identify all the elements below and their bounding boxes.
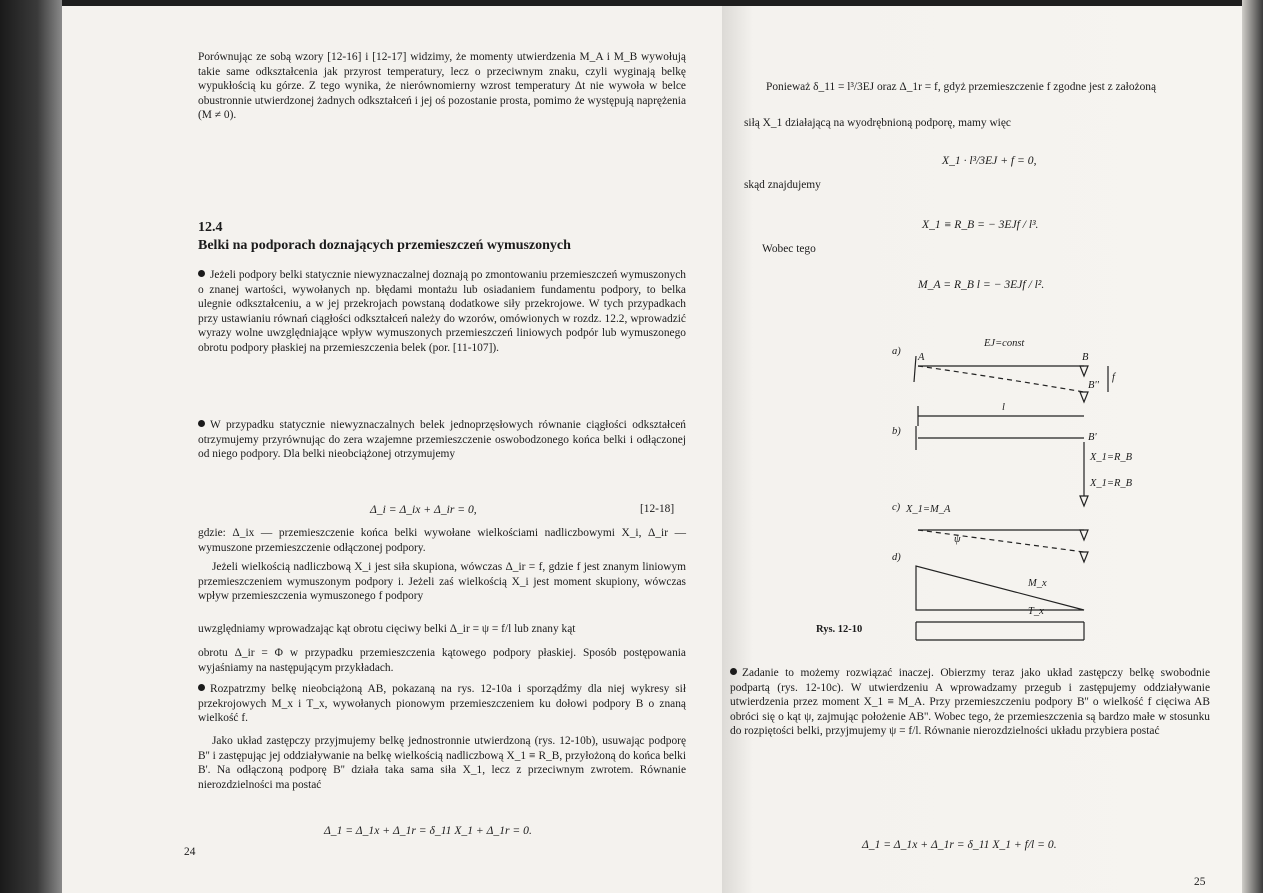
paragraph-4b: uwzględniamy wprowadzając kąt obrotu cięciwy belki Δ_ir = ψ = f/l lub znany kąt	[198, 623, 576, 635]
equation-r3: M_A = R_B l = − 3EJf / l².	[918, 278, 1045, 291]
bullet-icon	[198, 420, 205, 427]
left-page	[62, 6, 722, 893]
equation-bottom-left: Δ_1 = Δ_1x + Δ_1r = δ_11 X_1 + Δ_1r = 0.	[324, 824, 532, 837]
equation-r2: X_1 ≡ R_B = − 3EJf / l³.	[922, 218, 1039, 231]
support-b	[1080, 366, 1088, 376]
label-x1rb-2: X_1=R_B	[1090, 478, 1133, 489]
equation-number: [12-18]	[640, 503, 675, 515]
right-line-2: siłą X_1 działającą na wyodrębnioną podporę, mamy więc	[744, 117, 1011, 129]
label-f: f	[1112, 372, 1115, 383]
right-page	[722, 6, 1242, 893]
scanner-edge	[0, 0, 62, 893]
label-x1rb-1: X_1=R_B	[1090, 452, 1133, 463]
page-number-right: 25	[1194, 876, 1206, 888]
wall-a	[914, 356, 916, 382]
label-B1: B'	[1088, 432, 1097, 443]
right-edge-shadow	[1242, 0, 1263, 893]
label-x1ma: X_1=M_A	[906, 504, 951, 515]
page-number-left: 24	[184, 846, 196, 858]
equation-bottom-right: Δ_1 = Δ_1x + Δ_1r = δ_11 X_1 + f/l = 0.	[862, 838, 1057, 851]
intro-paragraph: Porównując ze sobą wzory [12-16] i [12-17] widzimy, że momenty utwierdzenia M_A i M_B wywołują takie same odkształcenia jak przyrost temperatury, lecz o przeciwnym znaku, czyli wyginają belkę wypukłością ku górze. Z tego wynika, że nierównomierny wzrost temperatury Δt nie wywoła w belce obustronnie utwierdzonej żadnych odkształceń i jej oś pozostanie prosta, pomimo że występują naprężenia (M ≠ 0).	[198, 51, 686, 122]
label-l: l	[1002, 402, 1005, 413]
figure-caption: Rys. 12-10	[816, 624, 863, 635]
label-B: B	[1082, 352, 1089, 363]
equation-12-18: Δ_i = Δ_ix + Δ_ir = 0,	[370, 503, 477, 516]
support-b3	[1080, 496, 1088, 506]
beam-diagrams	[722, 6, 1242, 646]
right-line-1: Ponieważ δ_11 = l³/3EJ oraz Δ_1r = f, gdyż przemieszczenie f zgodne jest z założoną	[766, 81, 1157, 93]
label-A: A	[918, 352, 925, 363]
label-b: b)	[892, 426, 901, 437]
moment-diagram	[916, 566, 1084, 610]
paragraph-4a: Jeżeli wielkością nadliczbową X_i jest siła skupiona, wówczas Δ_ir = f, gdzie f jest znanym liniowym przemieszczeniem wymuszonym podpory i. Jeżeli zaś wielkością X_i jest moment skupiony, wówczas wpływ przemieszczenia wymuszonego f podpory	[198, 561, 686, 603]
paragraph-6: Jako układ zastępczy przyjmujemy belkę jednostronnie utwierdzoną (rys. 12-10b), usuwając podporę B'' i zastępując jej oddziaływanie na belkę wielkością nadliczbową X_1 ≡ R_B, przyłożoną do końca belki B'. Na odłączoną podporę B'' działa taka sama siła X_1, lecz z przeciwnym zwrotem. Równanie nierozdzielności ma postać	[198, 735, 686, 791]
paragraph-2: W przypadku statycznie niewyznaczalnych belek jednoprzęsłowych równanie ciągłości odkształceń otrzymujemy przyrównując do zera wzajemne przemieszczenie oswobodzonego końca belki i odłączonej od niego podpory. Dla belki nieobciążonej otrzymujemy	[198, 419, 686, 461]
deflected-a	[918, 366, 1084, 392]
label-a: a)	[892, 346, 901, 357]
section-number: 12.4	[198, 220, 223, 235]
label-tx: T_x	[1028, 606, 1044, 617]
section-title: Belki na podporach doznających przemieszczeń wymuszonych	[198, 238, 571, 253]
ej-const: EJ=const	[984, 338, 1025, 349]
paragraph-5: Rozpatrzmy belkę nieobciążoną AB, pokazaną na rys. 12-10a i sporządźmy dla niej wykresy sił przekrojowych M_x i T_x, wywołanych pionowym przemieszczeniem ku dołowi podpory B o znaną wielkość f.	[198, 683, 686, 725]
right-line-4: Wobec tego	[762, 243, 816, 255]
paragraph-1: Jeżeli podpory belki statycznie niewyznaczalnej doznają po zmontowaniu przemieszczeń wymuszonych o znanej wartości, wywołanych np. błędami montażu lub osiadaniem fundamentu podpory, to belka ulegnie odkształceniu, a w jej przekrojach powstaną dodatkowe siły przekrojowe. W tych przypadkach przy ustawianiu równań ciągłości odkształceń należy do wzorów, omówionych w rozdz. 12.2, wprowadzić wyrazy wolne uwzględniające wpływ wymuszonych przemieszczeń liniowych podpór lub wymuszonego obrotu podpory płaskiej na przemieszczenia belek (por. [11-107]).	[198, 269, 686, 354]
label-d: d)	[892, 552, 901, 563]
right-paragraph-1: Zadanie to możemy rozwiązać inaczej. Obierzmy teraz jako układ zastępczy belkę swobodnie podpartą (rys. 12-10c). W utwierdzeniu A wprowadzamy przegub i zastępujemy oddziaływanie utwierdzenia przez moment X_1 ≡ M_A. Przy przemieszczeniu podpory B'' o wielkość f cięciwa AB obróci się o kąt ψ, zajmując położenie AB''. Wobec tego, że przemieszczenia są bardzo małe w stosunku do rozpiętości belki, przyjmujemy ψ = f/l. Równanie nierozdzielności układu przybiera postać	[730, 667, 1210, 738]
label-B2: B''	[1088, 380, 1099, 391]
bullet-icon	[198, 270, 205, 277]
equation-r1: X_1 · l³/3EJ + f = 0,	[942, 154, 1037, 167]
support-b2	[1080, 392, 1088, 402]
paragraph-4c: obrotu Δ_ir = Φ w przypadku przemieszczenia kątowego podpory płaskiej. Sposób postępowania wyjaśniamy na następującym przykładach.	[198, 647, 686, 674]
label-c: c)	[892, 502, 901, 513]
bullet-icon	[198, 684, 205, 691]
right-line-3: skąd znajdujemy	[744, 179, 821, 191]
paragraph-3: gdzie: Δ_ix — przemieszczenie końca belki wywołane wielkościami nadliczbowymi X_i, Δ_ir — wymuszone przemieszczenie odłączonej podpory.	[198, 527, 686, 554]
bullet-icon	[730, 668, 737, 675]
label-mx: M_x	[1028, 578, 1047, 589]
label-psi: ψ	[954, 534, 961, 545]
